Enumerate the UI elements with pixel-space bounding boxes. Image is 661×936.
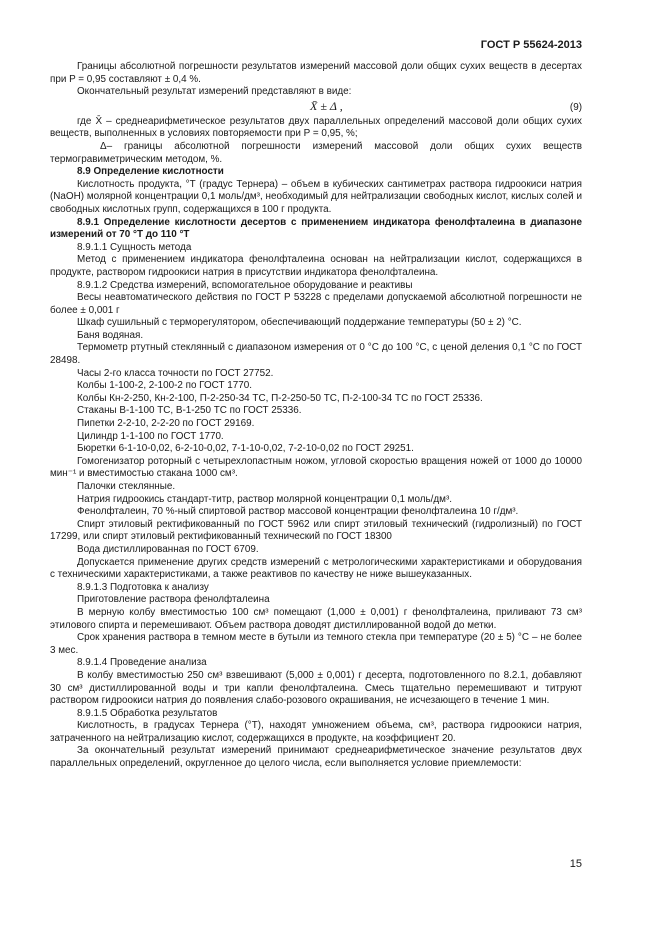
paragraph: В колбу вместимостью 250 см³ взвешивают (5,000 ± 0,001) г десерта, подготовленного по 8.2.1, добавляют 30 см³ дистиллированной воды и три капли фенолфталеина. Смесь тщательно перемешивают и титруют раствором гидроокиси натрия до появления слабо-розового окрашивания, не исчезающего в течение 1 мин. <box>50 669 582 707</box>
paragraph: За окончательный результат измерений принимают среднеарифметическое значение результатов двух параллельных определений, округленное до целого числа, если выполняется условие приемлемости: <box>50 745 582 770</box>
paragraph: 8.9.1.2 Средства измерений, вспомогательное оборудование и реактивы <box>77 279 413 291</box>
equation-line <box>50 99 582 116</box>
body-paragraphs <box>50 116 582 771</box>
paragraph: Спирт этиловый ректификованный по ГОСТ 5962 или спирт этиловый технический (гидролизный) по ГОСТ 17299, или спирт этиловый ректификованный технический по ГОСТ 18300 <box>50 518 582 543</box>
paragraph: Колбы Кн-2-250, Кн-2-100, П-2-250-34 ТС, П-2-250-50 ТС, П-2-100-34 ТС по ГОСТ 25336. <box>77 392 483 404</box>
paragraph: Кислотность продукта, °Т (градус Тернера) – объем в кубических сантиметрах раствора гидроокиси натрия (NaOH) молярной концентрации 0,1 моль/дм³, необходимый для нейтрализации свободных кислот, кислых солей и свободных кислотных групп, содержащихся в 100 г продукта. <box>50 178 582 215</box>
paragraph: Пипетки 2-2-10, 2-2-20 по ГОСТ 29169. <box>77 418 255 430</box>
document-body <box>50 61 582 771</box>
equation-number: (9) <box>569 101 582 113</box>
document-header: ГОСТ Р 55624-2013 <box>480 39 582 51</box>
paragraph: Приготовление раствора фенолфталеина <box>77 594 270 606</box>
paragraph: Баня водяная. <box>77 329 144 341</box>
paragraph: Весы неавтоматического действия по ГОСТ Р 53228 с пределами допускаемой абсолютной погрешности не более ± 0,001 г <box>50 292 582 316</box>
paragraph: Δ– границы абсолютной погрешности измерений массовой доли общих сухих веществ термогравиметрическим методом, %. <box>50 140 582 165</box>
section-heading: 8.9.1 Определение кислотности десертов с применением индикатора фенолфталеина в диапазоне измерений от 70 °Т до 110 °Т <box>50 216 582 241</box>
equation-formula: X̄ ± Δ , <box>310 98 343 113</box>
paragraph: Шкаф сушильный с терморегулятором, обеспечивающий поддержание температуры (50 ± 2) °С. <box>77 317 522 329</box>
paragraph: В мерную колбу вместимостью 100 см³ помещают (1,000 ± 0,001) г фенолфталеина, приливают 73 см³ этилового спирта и перемешивают. Объем раствора доводят дистиллированной водой до метки. <box>50 606 582 631</box>
paragraph: Кислотность, в градусах Тернера (°Т), находят умножением объема, см³, раствора гидроокиси натрия, затраченного на нейтрализацию кислот, содержащихся в продукте, на коэффициент 20. <box>50 720 582 744</box>
paragraph: Окончательный результат измерений представляют в виде: <box>77 86 352 98</box>
paragraph: Палочки стеклянные. <box>77 481 176 492</box>
paragraph: Термометр ртутный стеклянный с диапазоном измерения от 0 °С до 100 °С, с ценой деления 0,1 °С по ГОСТ 28498. <box>50 342 582 367</box>
paragraph: Фенолфталеин, 70 %-ный спиртовой раствор массовой концентрации фенолфталеина 10 г/дм³. <box>77 506 519 518</box>
paragraph: 8.9.1.3 Подготовка к анализу <box>77 581 209 593</box>
paragraph: Гомогенизатор роторный с четырехлопастным ножом, угловой скоростью вращения ножей от 1000 до 10000 мин⁻¹ и вместимостью стакана 1000 см³. <box>50 455 582 480</box>
page-number: 15 <box>569 858 582 870</box>
paragraph: Колбы 1-100-2, 2-100-2 по ГОСТ 1770. <box>77 380 252 392</box>
paragraph: 8.9.1.5 Обработка результатов <box>77 707 218 719</box>
paragraph: Вода дистиллированная по ГОСТ 6709. <box>77 543 259 555</box>
paragraph: Стаканы В-1-100 ТС, В-1-250 ТС по ГОСТ 25336. <box>77 405 302 417</box>
paragraph: где X̄ – среднеарифметическое результатов двух параллельных определений массовой доли общих сухих веществ, выполненных в условиях повторяемости при P = 0,95, %; <box>50 115 582 140</box>
paragraph: Часы 2-го класса точности по ГОСТ 27752. <box>77 367 274 379</box>
paragraph: 8.9.1.4 Проведение анализа <box>77 657 207 669</box>
paragraph: Цилиндр 1-1-100 по ГОСТ 1770. <box>77 430 224 442</box>
paragraph: Границы абсолютной погрешности результатов измерений массовой доли общих сухих веществ в десертах при P = 0,95 составляют ± 0,4 %. <box>50 61 582 85</box>
section-heading: 8.9 Определение кислотности <box>77 166 224 178</box>
paragraph: Допускается применение других средств измерений с метрологическими характеристиками и оборудования с техническими характеристиками, а также реактивов по качеству не ниже вышеуказанных. <box>50 556 582 581</box>
paragraph: Бюретки 6-1-10-0,02, 6-2-10-0,02, 7-1-10-0,02, 7-2-10-0,02 по ГОСТ 29251. <box>77 443 414 455</box>
paragraph: Натрия гидроокись стандарт-титр, раствор молярной концентрации 0,1 моль/дм³. <box>77 493 452 505</box>
paragraph: Срок хранения раствора в темном месте в бутыли из темного стекла при температуре (20 ± 5) °С – не более 3 мес. <box>50 632 582 656</box>
paragraph: 8.9.1.1 Сущность метода <box>77 241 192 253</box>
paragraph: Метод с применением индикатора фенолфталеина основан на нейтрализации кислот, содержащихся в продукте, раствором гидроокиси натрия в присутствии индикатора фенолфталеина. <box>50 254 582 278</box>
